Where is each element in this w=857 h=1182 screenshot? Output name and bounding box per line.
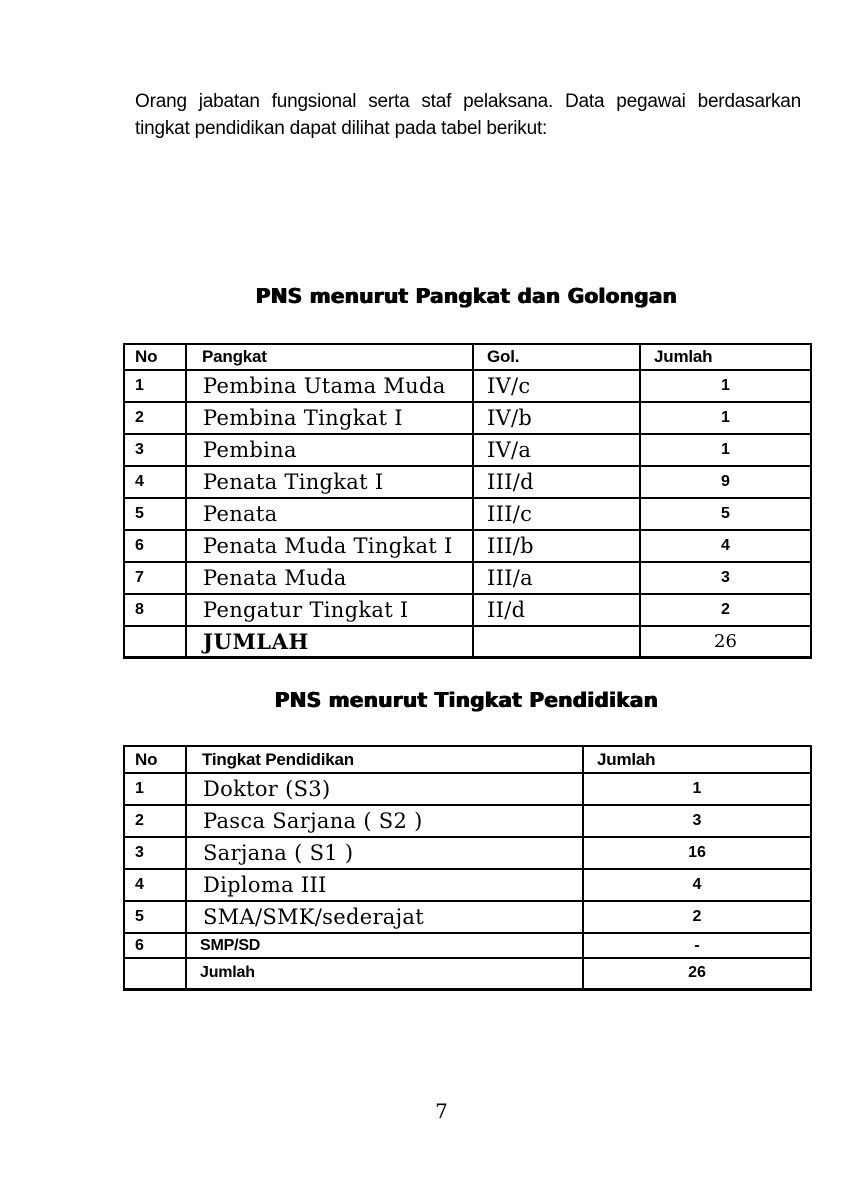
cell-jumlah: 16 bbox=[583, 837, 811, 869]
cell-no: 1 bbox=[124, 370, 186, 402]
page-number: 7 bbox=[435, 1099, 448, 1123]
table-row bbox=[124, 562, 811, 594]
cell-total-value: 26 bbox=[640, 626, 811, 657]
column-header-gol: Gol. bbox=[473, 344, 640, 370]
cell-no: 5 bbox=[124, 498, 186, 530]
table-header-row bbox=[124, 746, 811, 773]
cell-gol: IV/a bbox=[473, 434, 640, 466]
table-row bbox=[124, 869, 811, 901]
cell-pangkat: Penata bbox=[186, 498, 473, 530]
cell-total-label: JUMLAH bbox=[186, 626, 473, 657]
cell-no: 8 bbox=[124, 594, 186, 626]
pangkat-golongan-table bbox=[123, 343, 812, 659]
cell-total-label: Jumlah bbox=[186, 958, 583, 989]
cell-jumlah: 3 bbox=[640, 562, 811, 594]
cell-gol: III/c bbox=[473, 498, 640, 530]
cell-no: 3 bbox=[124, 434, 186, 466]
cell-jumlah: 4 bbox=[640, 530, 811, 562]
section-title-tingkat-pendidikan: PNS menurut Tingkat Pendidikan bbox=[274, 688, 659, 712]
cell-no: 5 bbox=[124, 901, 186, 933]
cell-pangkat: Pembina Tingkat I bbox=[186, 402, 473, 434]
cell-tingkat: Doktor (S3) bbox=[186, 773, 583, 805]
cell-pangkat: Pembina bbox=[186, 434, 473, 466]
cell-jumlah: 1 bbox=[583, 773, 811, 805]
table-row bbox=[124, 402, 811, 434]
cell-jumlah: 1 bbox=[640, 434, 811, 466]
cell-jumlah: 2 bbox=[640, 594, 811, 626]
column-header-tingkat-pendidikan: Tingkat Pendidikan bbox=[186, 746, 583, 773]
cell-jumlah: 4 bbox=[583, 869, 811, 901]
cell-gol: III/d bbox=[473, 466, 640, 498]
cell-jumlah: 2 bbox=[583, 901, 811, 933]
cell-tingkat: SMP/SD bbox=[186, 933, 583, 958]
cell-tingkat: Diploma III bbox=[186, 869, 583, 901]
table-row bbox=[124, 773, 811, 805]
intro-paragraph: Orang jabatan fungsional serta staf pelaksana. Data pegawai berdasarkan tingkat pendidikan dapat dilihat pada tabel berikut: bbox=[135, 91, 801, 139]
column-header-no: No bbox=[124, 746, 186, 773]
section-title-pangkat-golongan: PNS menurut Pangkat dan Golongan bbox=[255, 284, 678, 308]
cell-jumlah: 1 bbox=[640, 402, 811, 434]
cell-jumlah: 5 bbox=[640, 498, 811, 530]
cell-gol: IV/b bbox=[473, 402, 640, 434]
column-header-no: No bbox=[124, 344, 186, 370]
cell-no: 6 bbox=[124, 933, 186, 958]
cell-no: 4 bbox=[124, 466, 186, 498]
column-header-pangkat: Pangkat bbox=[186, 344, 473, 370]
cell-no: 4 bbox=[124, 869, 186, 901]
table-row bbox=[124, 933, 811, 958]
cell-gol: IV/c bbox=[473, 370, 640, 402]
cell-no: 2 bbox=[124, 402, 186, 434]
tingkat-pendidikan-table bbox=[123, 745, 812, 991]
cell-tingkat: Pasca Sarjana ( S2 ) bbox=[186, 805, 583, 837]
cell-pangkat: Penata Muda Tingkat I bbox=[186, 530, 473, 562]
column-header-jumlah: Jumlah bbox=[583, 746, 811, 773]
cell-empty bbox=[124, 626, 186, 657]
cell-tingkat: SMA/SMK/sederajat bbox=[186, 901, 583, 933]
cell-pangkat: Penata Tingkat I bbox=[186, 466, 473, 498]
cell-pangkat: Pembina Utama Muda bbox=[186, 370, 473, 402]
cell-gol: III/b bbox=[473, 530, 640, 562]
cell-empty bbox=[124, 958, 186, 989]
cell-no: 6 bbox=[124, 530, 186, 562]
table-row bbox=[124, 901, 811, 933]
table-row bbox=[124, 466, 811, 498]
table-row bbox=[124, 805, 811, 837]
cell-no: 2 bbox=[124, 805, 186, 837]
table-row bbox=[124, 434, 811, 466]
cell-no: 1 bbox=[124, 773, 186, 805]
table-row bbox=[124, 498, 811, 530]
column-header-jumlah: Jumlah bbox=[640, 344, 811, 370]
table-row bbox=[124, 530, 811, 562]
cell-jumlah: 1 bbox=[640, 370, 811, 402]
cell-jumlah: - bbox=[583, 933, 811, 958]
cell-gol: II/d bbox=[473, 594, 640, 626]
table-footer-row bbox=[124, 626, 811, 657]
table-row bbox=[124, 594, 811, 626]
cell-jumlah: 9 bbox=[640, 466, 811, 498]
cell-total-value: 26 bbox=[583, 958, 811, 989]
table-footer-row bbox=[124, 958, 811, 989]
cell-pangkat: Penata Muda bbox=[186, 562, 473, 594]
cell-no: 7 bbox=[124, 562, 186, 594]
cell-gol: III/a bbox=[473, 562, 640, 594]
cell-tingkat: Sarjana ( S1 ) bbox=[186, 837, 583, 869]
cell-pangkat: Pengatur Tingkat I bbox=[186, 594, 473, 626]
table-row bbox=[124, 837, 811, 869]
cell-no: 3 bbox=[124, 837, 186, 869]
table-row bbox=[124, 370, 811, 402]
cell-jumlah: 3 bbox=[583, 805, 811, 837]
table-header-row bbox=[124, 344, 811, 370]
cell-empty bbox=[473, 626, 640, 657]
